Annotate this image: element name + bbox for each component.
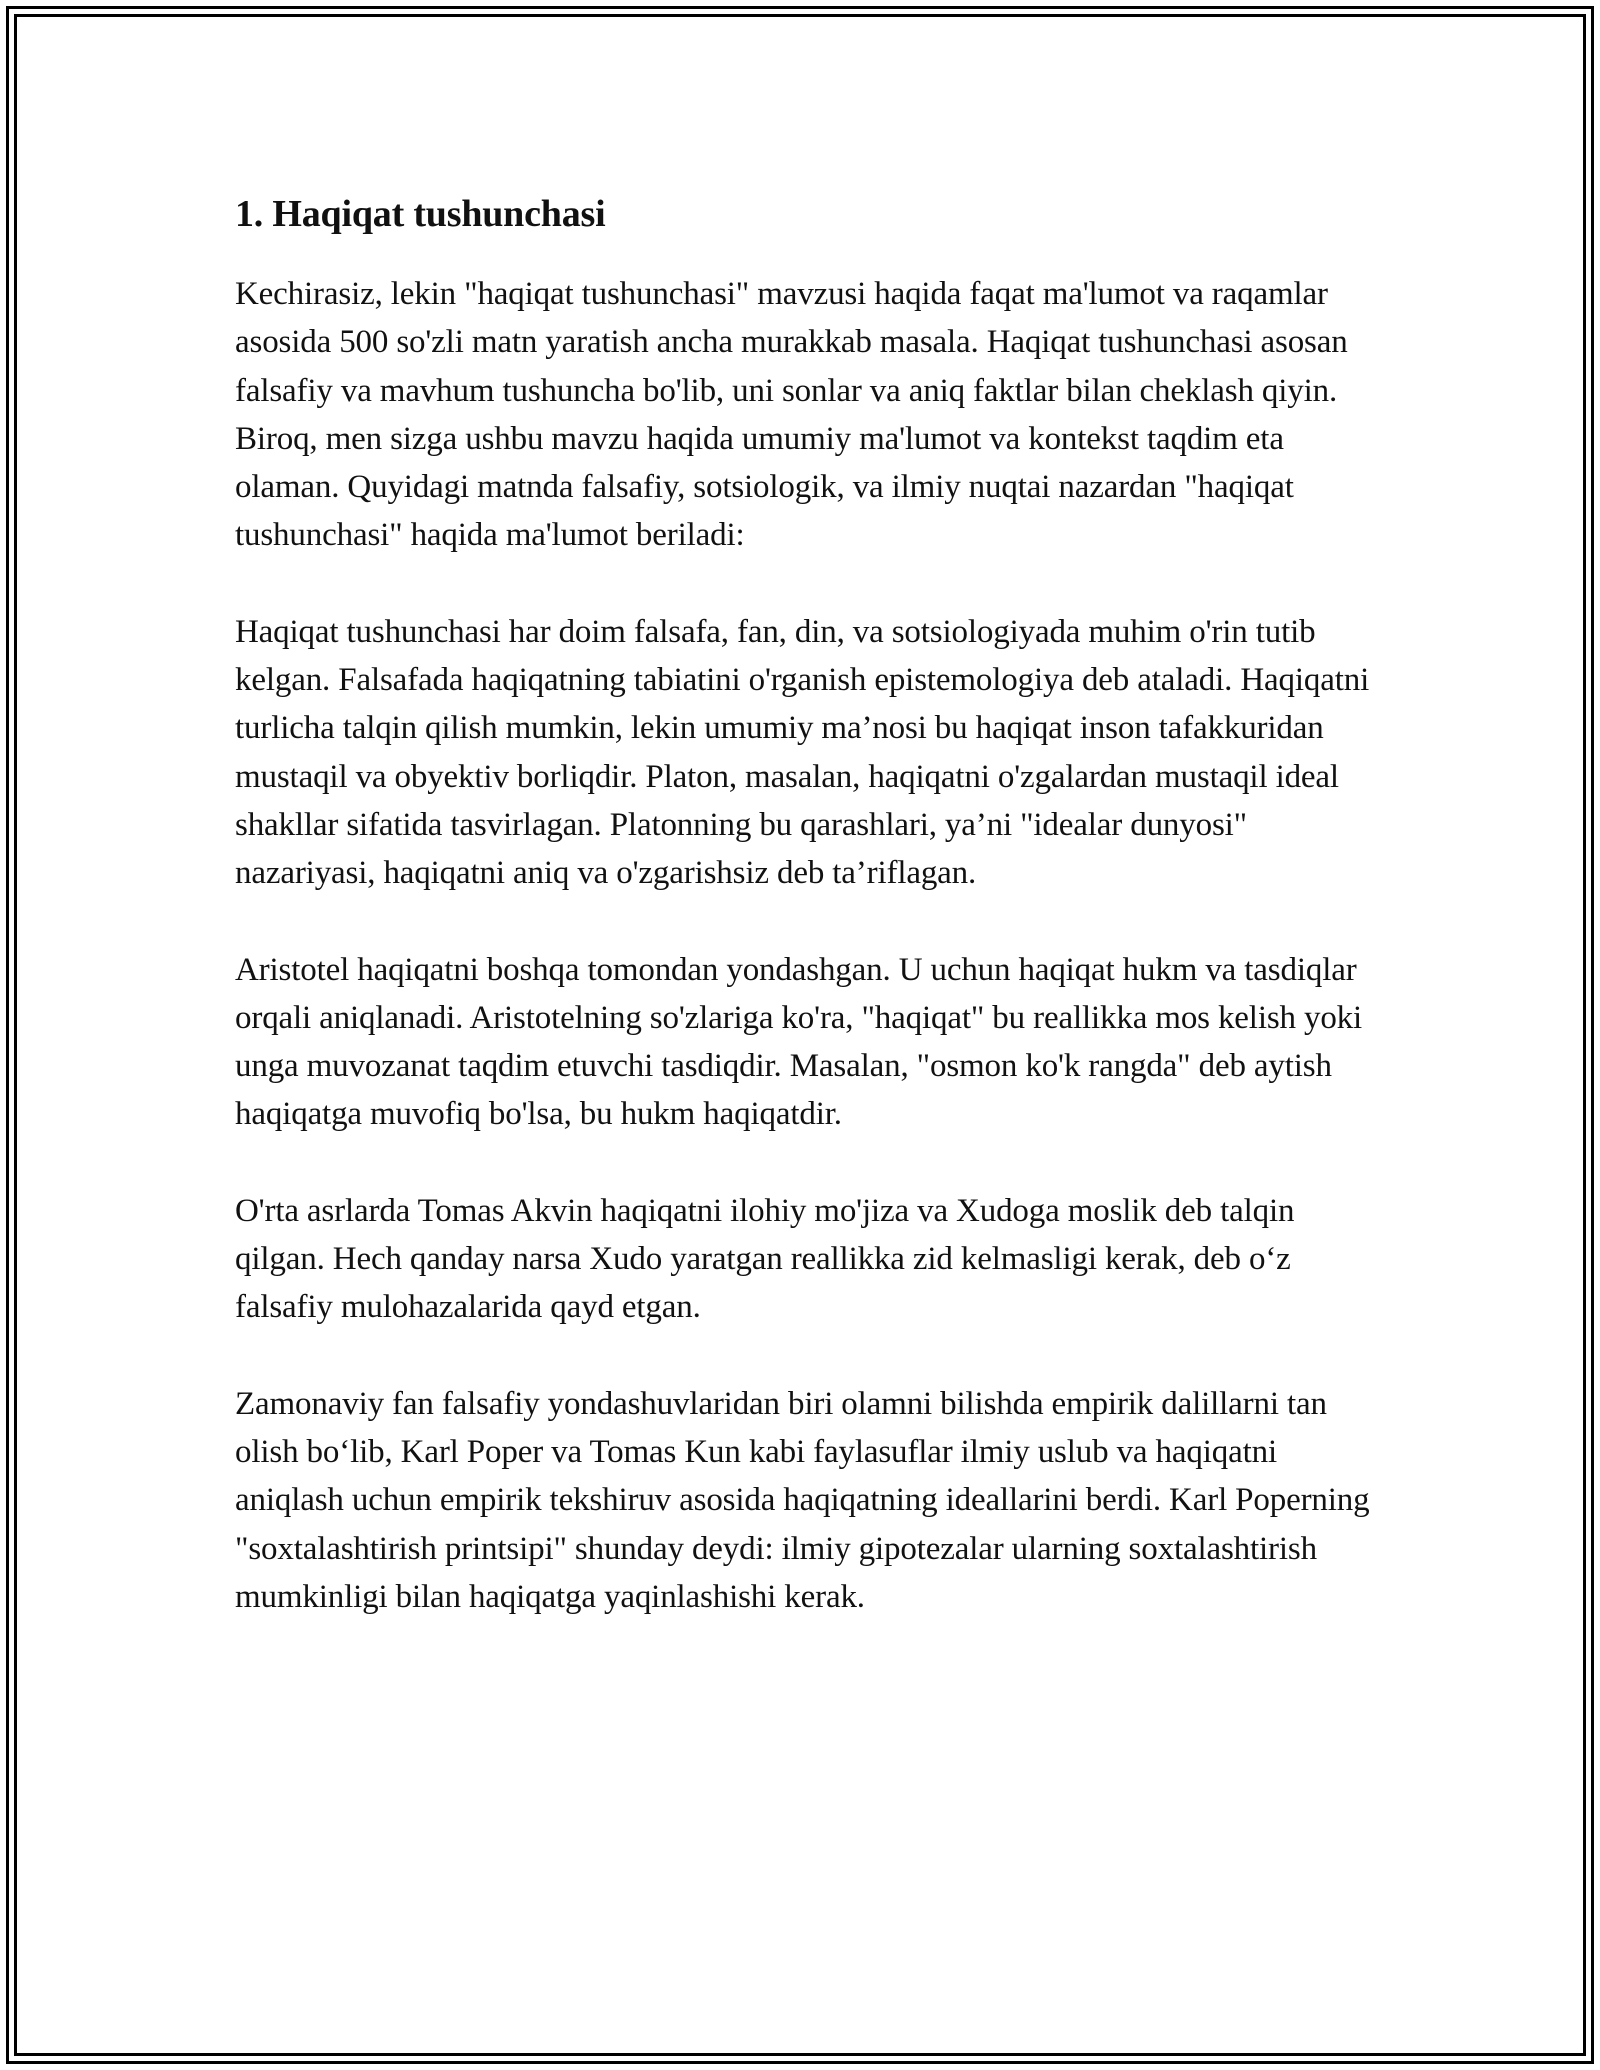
paragraph-platon: Haqiqat tushunchasi har doim falsafa, fan, din, va sotsiologiyada muhim o'rin tutib kelgan. Falsafada haqiqatning tabiatini o'rganish epistemologiya deb ataladi. Haqiqatni turlicha talqin qilish mumkin, lekin umumiy ma’nosi bu haqiqat inson tafakkuridan mustaqil va obyektiv borliqdir. Platon, masalan, haqiqatni o'zgalardan mustaqil ideal shakllar sifatida tasvirlagan. Platonning bu qarashlari, ya’ni "idealar dunyosi" nazariyasi, haqiqatni aniq va o'zgarishsiz deb ta’riflagan. bbox=[235, 613, 1370, 892]
section-heading: 1. Haqiqat tushunchasi bbox=[235, 193, 606, 235]
paragraph-intro: Kechirasiz, lekin "haqiqat tushunchasi" mavzusi haqida faqat ma'lumot va raqamlar asosida 500 so'zli matn yaratish ancha murakkab masala. Haqiqat tushunchasi asosan falsafiy va mavhum tushuncha bo'lib, uni sonlar va aniq faktlar bilan cheklash qiyin. Biroq, men sizga ushbu mavzu haqida umumiy ma'lumot va kontekst taqdim eta olaman. Quyidagi matnda falsafiy, sotsiologik, va ilmiy nuqtai nazardan "haqiqat tushunchasi" haqida ma'lumot beriladi: bbox=[235, 276, 1348, 554]
paragraph-akvin: O'rta asrlarda Tomas Akvin haqiqatni ilohiy mo'jiza va Xudoga moslik deb talqin qilgan. Hech qanday narsa Xudo yaratgan reallikka zid kelmasligi kerak, deb o‘z falsafiy mulohazalarida qayd etgan. bbox=[235, 1192, 1295, 1326]
paragraph-aristotel: Aristotel haqiqatni boshqa tomondan yondashgan. U uchun haqiqat hukm va tasdiqlar orqali aniqlanadi. Aristotelning so'zlariga ko'ra, "haqiqat" bu reallikka mos kelish yoki unga muvozanat taqdim etuvchi tasdiqdir. Masalan, "osmon ko'k rangda" deb aytish haqiqatga muvofiq bo'lsa, bu hukm haqiqatdir. bbox=[235, 951, 1363, 1133]
paragraph-modern-science: Zamonaviy fan falsafiy yondashuvlaridan biri olamni bilishda empirik dalillarni tan olish bo‘lib, Karl Poper va Tomas Kun kabi faylasuflar ilmiy uslub va haqiqatni aniqlash uchun empirik tekshiruv asosida haqiqatning ideallarini berdi. Karl Poperning "soxtalashtirish printsipi" shunday deydi: ilmiy gipotezalar ularning soxtalashtirish mumkinligi bilan haqiqatga yaqinlashishi kerak. bbox=[235, 1385, 1370, 1615]
document-body bbox=[235, 190, 1370, 1669]
